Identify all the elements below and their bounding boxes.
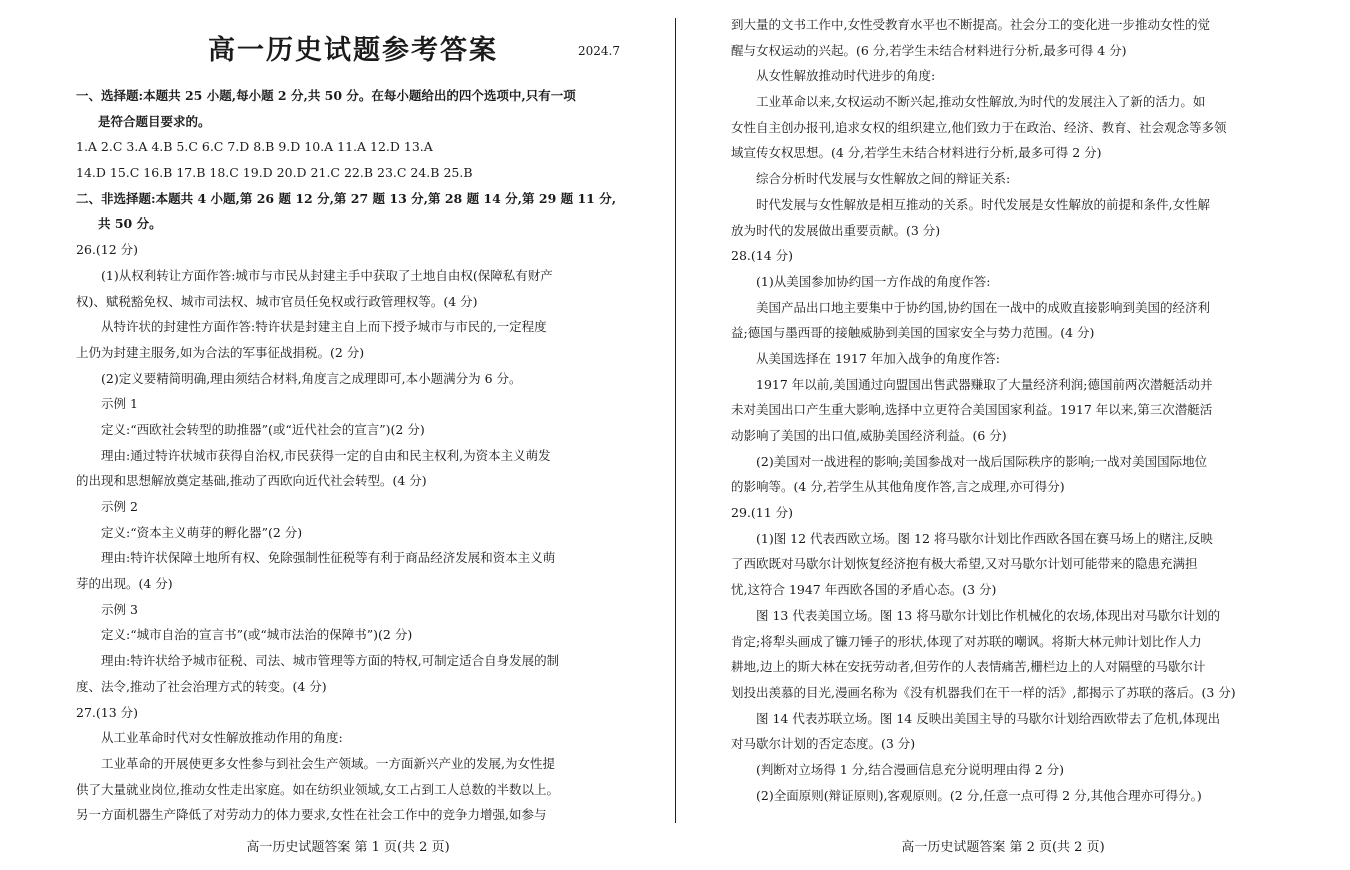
text-line: 图 14 代表苏联立场。图 14 反映出美国主导的马歇尔计划给西欧带去了危机,体现出: [756, 710, 1221, 726]
text-line: 14.D 15.C 16.B 17.B 18.C 19.D 20.D 21.C 22.B 23.C 24.B 25.B: [76, 165, 473, 181]
text-line: 芽的出现。(4 分): [76, 576, 173, 592]
text-line: 从工业革命时代对女性解放推动作用的角度:: [101, 730, 343, 746]
text-line: 共 50 分。: [98, 216, 162, 232]
text-line: 示例 1: [101, 396, 138, 412]
text-line: 定义:“城市自治的宣言书”(或“城市法治的保障书”)(2 分): [101, 627, 413, 643]
text-line: 放为时代的发展做出重要贡献。(3 分): [731, 222, 941, 238]
text-line: 26.(12 分): [76, 242, 139, 258]
page-1-body: [76, 83, 620, 828]
text-line: 动影响了美国的出口值,威胁美国经济利益。(6 分): [731, 428, 1007, 443]
text-line: 美国产品出口地主要集中于协约国,协约国在一战中的成败直接影响到美国的经济利: [756, 299, 1210, 315]
text-line: (1)从美国参加协约国一方作战的角度作答:: [756, 273, 991, 289]
text-line: 理由:通过特许状城市获得自治权,市民获得一定的自由和民主权利,为资本主义萌发: [101, 447, 551, 463]
column-divider: [675, 18, 676, 823]
text-line: 工业革命的开展使更多女性参与到社会生产领域。一方面新兴产业的发展,为女性提: [101, 755, 555, 771]
page-1: [76, 0, 620, 870]
text-line: 度、法令,推动了社会治理方式的转变。(4 分): [76, 678, 327, 694]
text-line: 图 13 代表美国立场。图 13 将马歇尔计划比作机械化的农场,体现出对马歇尔计划的: [756, 607, 1221, 623]
text-line: 示例 3: [101, 601, 138, 617]
text-line: 忧,这符合 1947 年西欧各国的矛盾心态。(3 分): [731, 582, 997, 598]
text-line: 定义:“资本主义萌芽的孵化器”(2 分): [101, 524, 303, 540]
text-line: 权)、赋税豁免权、城市司法权、城市官员任免权或行政管理权等。(4 分): [76, 293, 478, 309]
text-line: 是符合题目要求的。: [98, 113, 211, 129]
text-line: (判断对立场得 1 分,结合漫画信息充分说明理由得 2 分): [756, 761, 1065, 777]
text-line: 理由:特许状给予城市征税、司法、城市管理等方面的特权,可制定适合自身发展的制: [101, 653, 560, 669]
text-line: 29.(11 分): [731, 505, 794, 521]
text-line: 的影响等。(4 分,若学生从其他角度作答,言之成理,亦可得分): [731, 479, 1065, 495]
page-2-footer: 高一历史试题答案 第 2 页(共 2 页): [901, 840, 1105, 855]
text-line: 从特许状的封建性方面作答:特许状是封建主自上而下授予城市与市民的,一定程度: [101, 319, 547, 335]
text-line: 工业革命以来,女权运动不断兴起,推动女性解放,为时代的发展注入了新的活力。如: [756, 94, 1206, 110]
text-line: 1917 年以前,美国通过向盟国出售武器赚取了大量经济利润;德国前两次潜艇活动并: [756, 376, 1213, 392]
text-line: 益;德国与墨西哥的接触威胁到美国的国家安全与势力范围。(4 分): [731, 325, 1095, 341]
text-line: (1)从权利转让方面作答:城市与市民从封建主手中获取了土地自由权(保障私有财产: [101, 267, 553, 283]
text-line: 示例 2: [101, 499, 138, 514]
text-line: 理由:特许状保障土地所有权、免除强制性征税等有利于商品经济发展和资本主义萌: [101, 550, 556, 566]
text-line: 供了大量就业岗位,推动女性走出家庭。如在纺织业领域,女工占到工人总数的半数以上。: [76, 781, 559, 797]
text-line: (2)美国对一战进程的影响;美国参战对一战后国际秩序的影响;一战对美国国际地位: [756, 453, 1208, 469]
text-line: 时代发展与女性解放是相互推动的关系。时代发展是女性解放的前提和条件,女性解: [756, 196, 1210, 212]
text-line: 的出现和思想解放奠定基础,推动了西欧向近代社会转型。(4 分): [76, 473, 427, 489]
title-row: [76, 28, 620, 68]
text-line: 1.A 2.C 3.A 4.B 5.C 6.C 7.D 8.B 9.D 10.A 11.A 12.D 13.A: [76, 139, 433, 155]
page-2-body: [731, 12, 1275, 808]
text-line: 域宣传女权思想。(4 分,若学生未结合材料进行分析,最多可得 2 分): [731, 145, 1102, 161]
text-line: 到大量的文书工作中,女性受教育水平也不断提高。社会分工的变化进一步推动女性的觉: [731, 17, 1210, 32]
text-line: 未对美国出口产生重大影响,选择中立更符合美国国家利益。1917 年以来,第三次潜艇活: [731, 402, 1213, 418]
text-line: (2)定义要精简明确,理由须结合材料,角度言之成理即可,本小题满分为 6 分。: [101, 370, 522, 386]
text-line: 划投出羡慕的目光,漫画名称为《没有机器我们在干一样的活》,都揭示了苏联的落后。(3 分): [731, 684, 1236, 700]
text-line: 一、选择题:本题共 25 小题,每小题 2 分,共 50 分。在每小题给出的四个选项中,只有一项: [76, 88, 576, 103]
text-line: 对马歇尔计划的否定态度。(3 分): [731, 736, 916, 752]
text-line: 上仍为封建主服务,如为合法的军事征战捐税。(2 分): [76, 344, 365, 360]
text-line: 二、非选择题:本题共 4 小题,第 26 题 12 分,第 27 题 13 分,第 28 题 14 分,第 29 题 11 分,: [76, 190, 617, 206]
text-line: 27.(13 分): [76, 704, 139, 720]
text-line: 了西欧既对马歇尔计划恢复经济抱有极大希望,又对马歇尔计划可能带来的隐患充满担: [731, 556, 1198, 572]
text-line: 耕地,边上的斯大林在安抚劳动者,但劳作的人表情痛苦,栅栏边上的人对隔壁的马歇尔计: [731, 659, 1206, 675]
page-1-footer: 高一历史试题答案 第 1 页(共 2 页): [246, 840, 450, 855]
page-title: 高一历史试题参考答案: [208, 35, 498, 66]
text-line: 定义:“西欧社会转型的助推器”(或“近代社会的宣言”)(2 分): [101, 421, 425, 437]
text-line: 女性自主创办报刊,追求女权的组织建立,他们致力于在政治、经济、教育、社会观念等多领: [731, 119, 1227, 135]
text-line: 肯定;将犁头画成了镰刀锤子的形状,体现了对苏联的嘲讽。将斯大林元帅计划比作人力: [731, 633, 1202, 649]
text-line: 28.(14 分): [731, 248, 794, 264]
text-line: 从女性解放推动时代进步的角度:: [756, 68, 936, 84]
text-line: (1)图 12 代表西欧立场。图 12 将马歇尔计划比作西欧各国在赛马场上的赌注,反映: [756, 530, 1213, 546]
exam-date: 2024.7: [578, 44, 620, 58]
text-line: (2)全面原则(辩证原则),客观原则。(2 分,任意一点可得 2 分,其他合理亦可得分。): [756, 787, 1202, 803]
text-line: 综合分析时代发展与女性解放之间的辩证关系:: [756, 171, 1011, 187]
text-line: 另一方面机器生产降低了对劳动力的体力要求,女性在社会工作中的竞争力增强,如参与: [76, 807, 547, 823]
page-2: [731, 0, 1275, 870]
text-line: 醒与女权运动的兴起。(6 分,若学生未结合材料进行分析,最多可得 4 分): [731, 42, 1127, 58]
text-line: 从美国选择在 1917 年加入战争的角度作答:: [756, 350, 1000, 366]
